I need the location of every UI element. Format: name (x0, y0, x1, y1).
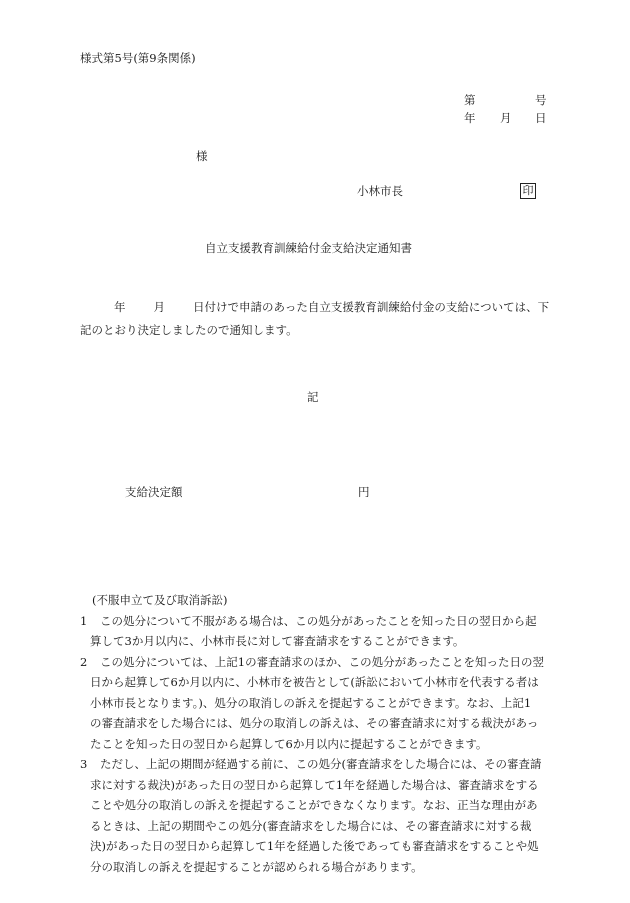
intro-month: 月 (153, 300, 165, 314)
note-line: たことを知った日の翌日から起算して6か月以内に提起することができます。 (90, 736, 488, 751)
note-line: この処分について不服がある場合は、この処分があったことを知った日の翌日から起 (100, 613, 537, 628)
note-number: 1 (80, 613, 88, 628)
doc-number-suffix: 号 (535, 93, 547, 107)
issuer: 小林市長 (357, 184, 403, 198)
note-line: 分の取消しの訴えを提起することが認められる場合があります。 (90, 859, 423, 874)
intro-year: 年 (114, 300, 126, 314)
intro-line-2: 記のとおり決定しましたので通知します。 (80, 323, 298, 337)
note-item (80, 652, 550, 755)
form-label: 様式第5号(第9条関係) (80, 51, 196, 65)
amount-unit: 円 (358, 485, 370, 499)
amount-label: 支給決定額 (125, 485, 183, 499)
document-title: 自立支援教育訓練給付金支給決定通知書 (205, 241, 412, 255)
note-line: 日から起算して6か月以内に、小林市を被告として(訴訟において小林市を代表する者は (90, 675, 539, 689)
note-line: 小林市長となります。)、処分の取消しの訴えを提起することができます。なお、上記1 (90, 695, 532, 710)
note-number: 3 (80, 757, 88, 771)
ki-label: 記 (307, 390, 319, 404)
note-item (80, 754, 550, 877)
doc-date-month: 月 (500, 111, 512, 125)
note-number: 2 (80, 654, 88, 669)
appeal-notes (80, 590, 550, 877)
addressee-suffix: 様 (196, 149, 208, 163)
seal-stamp: 印 (520, 183, 536, 199)
intro-line-1 (80, 296, 550, 319)
doc-date-day: 日 (535, 111, 547, 125)
intro-paragraph (80, 296, 550, 342)
note-line: この処分については、上記1の審査請求のほか、この処分があったことを知った日の翌 (100, 654, 544, 669)
note-line: ことや処分の取消しの訴えを提起することができなくなります。なお、正当な理由があ (90, 798, 538, 812)
note-line: 求に対する裁決)があった日の翌日から起算して1年を経過した場合は、審査請求をする (90, 777, 539, 792)
doc-date-year: 年 (464, 111, 476, 125)
note-line: 算して3か月以内に、小林市長に対して審査請求をすることができます。 (90, 634, 465, 648)
note-item (80, 611, 550, 652)
doc-number-prefix: 第 (464, 93, 476, 107)
note-line: ただし、上記の期間が経過する前に、この処分(審査請求をした場合には、その審査請 (100, 757, 542, 771)
intro-line1-rest: 日付けで申請のあった自立支援教育訓練給付金の支給については、下 (193, 300, 550, 314)
note-line: の審査請求をした場合には、処分の取消しの訴えは、その審査請求に対する裁決があっ (90, 716, 539, 730)
note-line: るときは、上記の期間やこの処分(審査請求をした場合には、その審査請求に対する裁 (90, 818, 532, 833)
notes-heading: (不服申立て及び取消訴訟) (92, 593, 228, 607)
note-line: 決)があった日の翌日から起算して1年を経過した後であっても審査請求をすることや処 (90, 839, 539, 853)
